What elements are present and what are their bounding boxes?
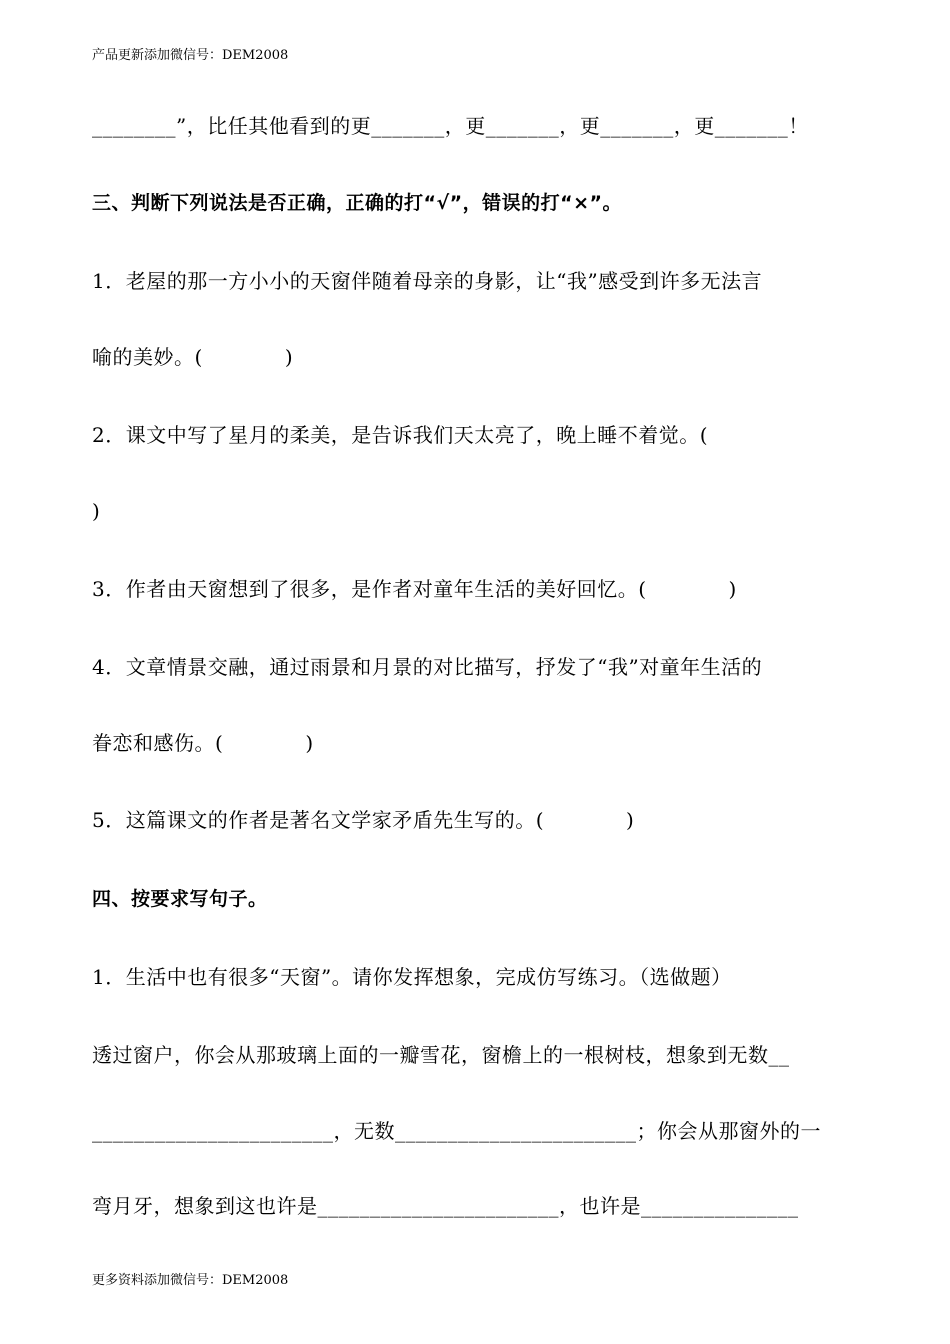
question-3 <box>92 574 862 604</box>
writing-line-2: 透过窗户，你会从那玻璃上面的一瓣雪花，窗檐上的一根树枝，想象到无数__ <box>92 1043 790 1067</box>
question-4-text: 眷恋和感伤。( <box>92 731 224 755</box>
question-4-line-1: 4．文章情景交融，通过雨景和月景的对比描写，抒发了“我”对童年生活的 <box>92 655 763 679</box>
question-3-text: 3．作者由天窗想到了很多，是作者对童年生活的美好回忆。( <box>92 577 647 601</box>
writing-line-3: _______________________，无数_______________________；你会从那窗外的一 <box>92 1119 821 1143</box>
section-3-title: 三、判断下列说法是否正确，正确的打“√”，错误的打“×”。 <box>92 192 623 214</box>
page-header: 产品更新添加微信号：DEM2008 <box>92 48 289 63</box>
section-4-title: 四、按要求写句子。 <box>92 888 268 910</box>
fill-blank-line: ________”，比任其他看到的更_______，更_______，更_______，更_______！ <box>92 114 809 138</box>
question-1-line-1: 1．老屋的那一方小小的天窗伴随着母亲的身影，让“我”感受到许多无法言 <box>92 269 763 293</box>
writing-task-1: 1．生活中也有很多“天窗”。请你发挥想象，完成仿写练习。（选做题） <box>92 965 732 989</box>
question-2-line-2: ) <box>92 499 101 523</box>
question-5-text: 5．这篇课文的作者是著名文学家矛盾先生写的。( <box>92 808 545 832</box>
close-paren: ) <box>626 808 635 832</box>
question-1-line-2 <box>92 342 862 372</box>
close-paren: ) <box>305 731 314 755</box>
question-1-text: 喻的美妙。( <box>92 345 203 369</box>
question-2-line-1: 2．课文中写了星月的柔美，是告诉我们天太亮了，晚上睡不着觉。( <box>92 423 709 447</box>
question-4-line-2 <box>92 728 862 758</box>
question-5 <box>92 805 862 835</box>
close-paren: ) <box>728 577 737 601</box>
writing-line-4: 弯月牙，想象到这也许是_______________________，也许是_______________ <box>92 1194 799 1218</box>
close-paren: ) <box>284 345 294 369</box>
page-footer: 更多资料添加微信号：DEM2008 <box>92 1273 289 1288</box>
